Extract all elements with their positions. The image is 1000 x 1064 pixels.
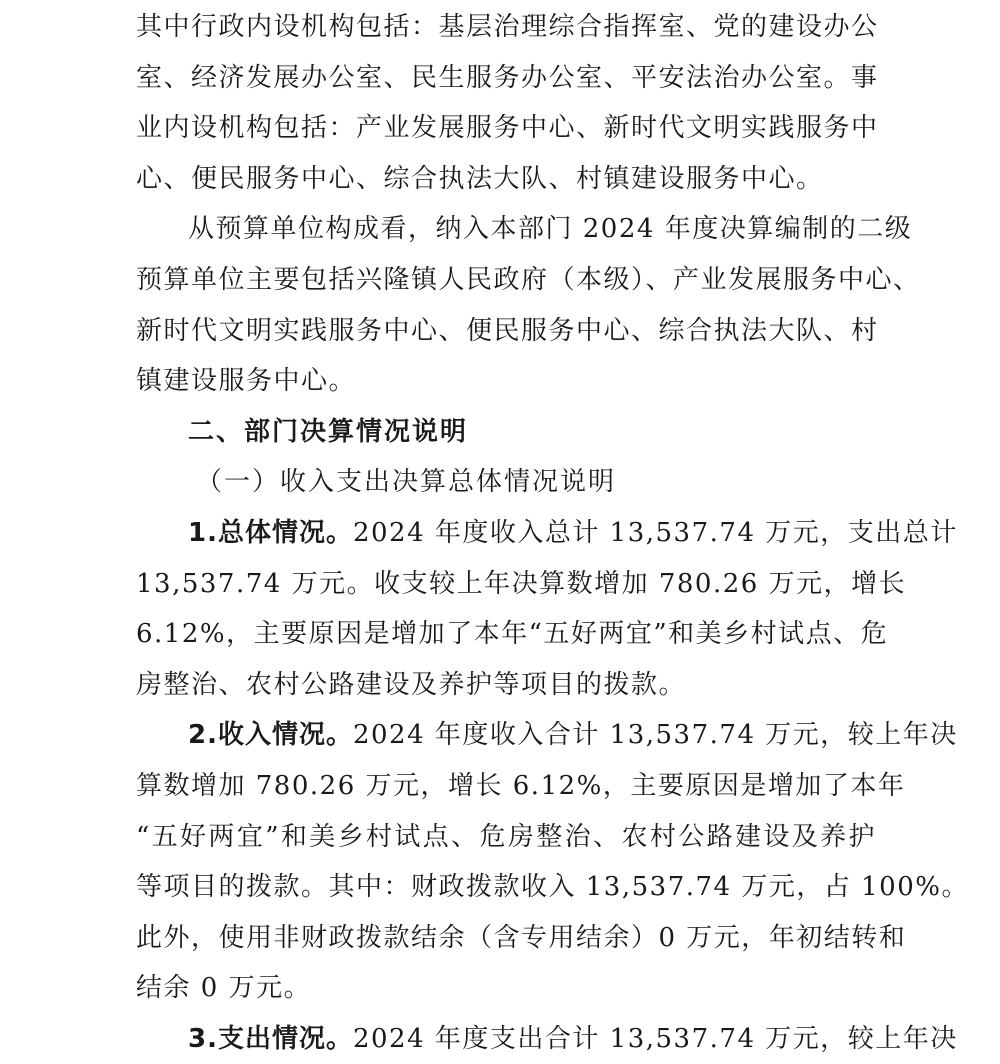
paragraph-line: 心、便民服务中心、综合执法大队、村镇建设服务中心。 bbox=[136, 163, 824, 194]
paragraph-line: 2.收入情况。2024 年度收入合计 13,537.74 万元，较上年决 bbox=[188, 720, 958, 751]
document-page bbox=[136, 0, 969, 1064]
paragraph-line: 其中行政内设机构包括：基层治理综合指挥室、党的建设办公 bbox=[136, 12, 879, 42]
subsection-heading: （一）收入支出决算总体情况说明 bbox=[196, 467, 617, 498]
paragraph-line: 房整治、农村公路建设及养护等项目的拨款。 bbox=[136, 669, 687, 700]
paragraph-line: 13,537.74 万元。收支较上年决算数增加 780.26 万元，增长 bbox=[136, 568, 907, 599]
paragraph-line: 等项目的拨款。其中：财政拨款收入 13,537.74 万元，占 100%。 bbox=[136, 872, 969, 903]
item-title: 2.收入情况。 bbox=[188, 720, 353, 751]
paragraph-line: 室、经济发展办公室、民生服务办公室、平安法治办公室。事 bbox=[136, 62, 879, 93]
paragraph-line: 此外，使用非财政拨款结余（含专用结余）0 万元，年初结转和 bbox=[136, 922, 907, 953]
paragraph-line: 6.12%，主要原因是增加了本年“五好两宜”和美乡村试点、危 bbox=[136, 619, 889, 650]
paragraph-line: 镇建设服务中心。 bbox=[136, 366, 357, 397]
paragraph-line: “五好两宜”和美乡村试点、危房整治、农村公路建设及养护 bbox=[136, 821, 876, 852]
item-title: 1.总体情况。 bbox=[188, 517, 353, 548]
item-title: 3.支出情况。 bbox=[188, 1023, 353, 1054]
paragraph-line: 预算单位主要包括兴隆镇人民政府（本级）、产业发展服务中心、 bbox=[136, 264, 921, 295]
paragraph-line: 业内设机构包括：产业发展服务中心、新时代文明实践服务中 bbox=[136, 113, 879, 144]
paragraph-line: 1.总体情况。2024 年度收入总计 13,537.74 万元，支出总计 bbox=[188, 517, 958, 548]
paragraph-line: 从预算单位构成看，纳入本部门 2024 年度决算编制的二级 bbox=[188, 214, 913, 245]
paragraph-line: 3.支出情况。2024 年度支出合计 13,537.74 万元，较上年决 bbox=[188, 1023, 958, 1054]
section-heading: 二、部门决算情况说明 bbox=[188, 416, 469, 447]
paragraph-line: 算数增加 780.26 万元，增长 6.12%，主要原因是增加了本年 bbox=[136, 770, 906, 801]
paragraph-line: 结余 0 万元。 bbox=[136, 973, 312, 1004]
paragraph-line: 新时代文明实践服务中心、便民服务中心、综合执法大队、村 bbox=[136, 315, 879, 346]
